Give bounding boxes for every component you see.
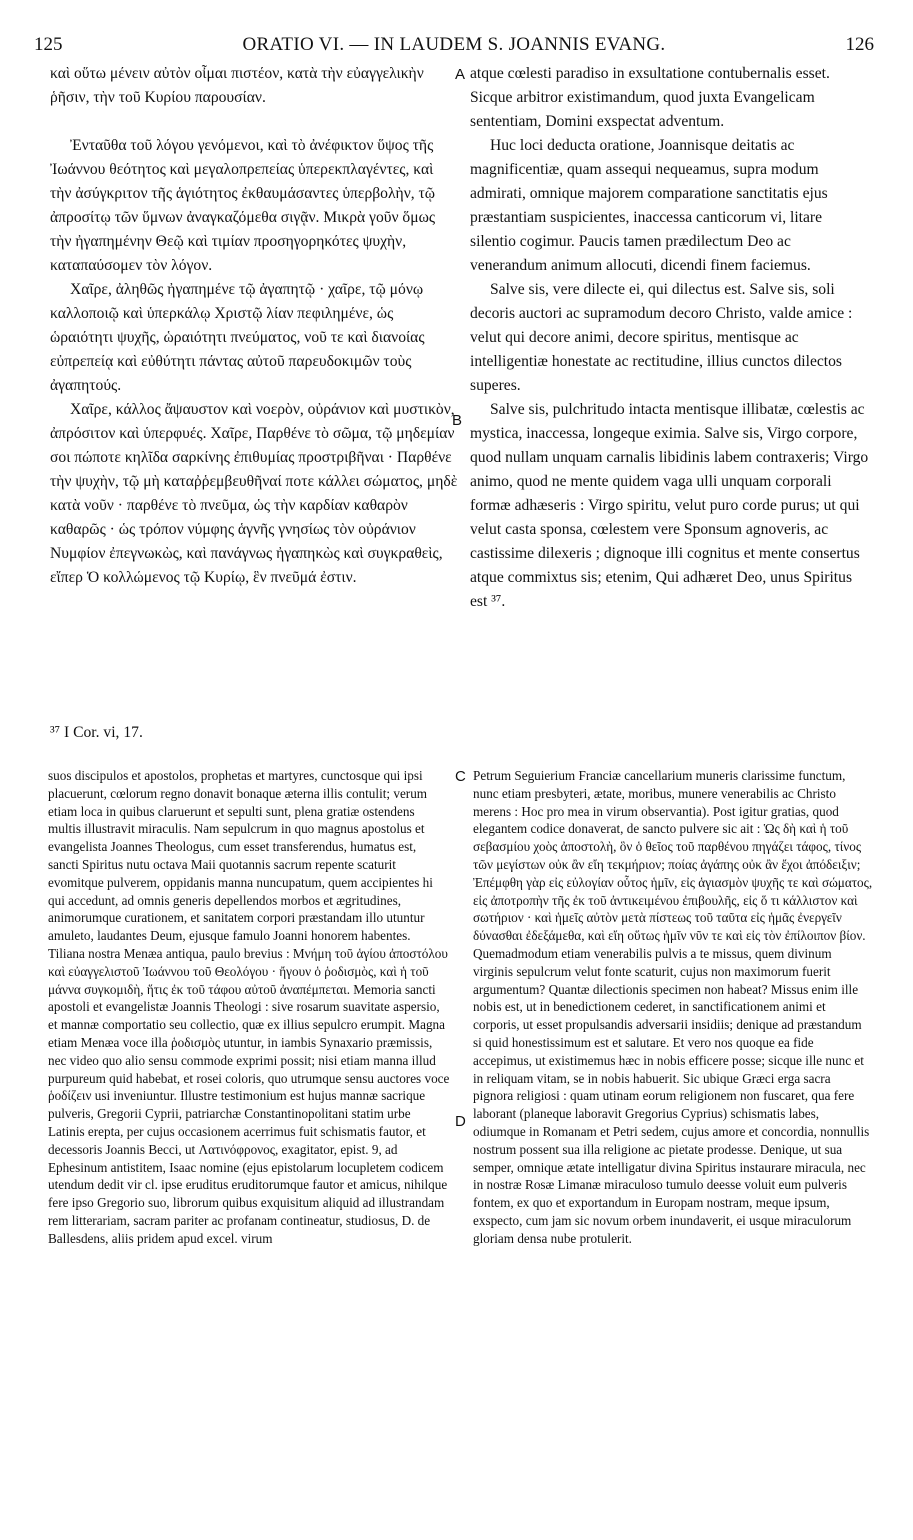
footnote: ³⁷ I Cor. vi, 17. xyxy=(50,724,143,741)
page-number-right: 126 xyxy=(845,34,874,55)
page-number-left: 125 xyxy=(34,34,63,55)
running-title: ORATIO VI. — IN LAUDEM S. JOANNIS EVANG. xyxy=(242,34,666,55)
greek-paragraph: Χαῖρε, ἀληθῶς ἠγαπημένε τῷ ἀγαπητῷ · χαῖρε, τῷ μόνῳ καλλοποιῷ καὶ ὑπερκάλῳ Χριστῷ λίαν πεφιλημένε, ὡς ὡραιότητι ψυχῆς, ὡραιότητι πνεύματος, νοῦ τε καὶ διανοίας εὐπρεπείᾳ καὶ εὐθύτητι πάντας αὐτοῦ παρευδοκιμῶν τοὺς ἀγαπητούς. xyxy=(50,281,425,394)
margin-letter-a: A xyxy=(455,66,466,83)
latin-paragraph: Salve sis, vere dilecte ei, qui dilectus est. Salve sis, soli decoris auctori ac supramodum decoro Christo, valde amice : velut qui decore animi, decore spiritus, mentisque ac intelligentiæ honestate ac rectitudine, illius cunctos dilectos superes. xyxy=(470,281,853,394)
notes-text: suos discipulos et apostolos, prophetas et martyres, cunctosque qui ipsi placuerunt, cœlorum regno donavit bonaque æterna illis contulit; verum etiam loca in quibus claruerunt et sepulti sunt, plena gratiæ ostendens multis illustravit miraculis. Nam sepulcrum in quo magnus apostolus et evangelista Joannes Theologus, cum esset transferendus, humatus est, sancti Spiritus nutu octava Maii quotannis sacrum repente scaturit evomitque pulverem, oppidanis manna nuncupatum, quem accipientes hi qui accedunt, ad omnis generis depellendos morbos et ægritudines, animorumque curationem, et sanitatem corpori præstandam illo utuntur amuleto, laudantes Deum, ejusque famulo Joanni honorem habentes. Tiliana nostra Menæa antiqua, paulo brevius : Μνήμη τοῦ ἁγίου ἀποστόλου καὶ εὐαγγελιστοῦ Ἰωάννου τοῦ Θεολόγου · ἤγουν ὁ ῥοδισμὸς, καὶ ἡ τοῦ μάννα συγκομιδὴ, ἥτις ἐκ τοῦ τάφου αὐτοῦ ἀναπέμπεται. Memoria sancti apostoli et evangelistæ Joannis Theologi : sive rosarum suavitate aspersio, et mannæ comportatio seu collectio, quæ ex illius sepulcro erumpit. Magna etiam Menæa voce illa ῥοδισμὸς utuntur, in iambis Synaxario præmissis, nec video quo alio sensu commode exprimi possit; nisi etiam manna illud purpureum quid habebat, et rosei coloris, quo utrumque sensu auctores voce ῥοδίζειν usi inveniuntur. Illustre testimonium est hujus mannæ sacrique pulveris, Gregorii Cyprii, patriarchæ Constantinopolitani statim urbe Latinis erepta, per cujus occasionem acerrimus fuit schismatis fautor, et decessoris Joannis Becci, ut Λατινόφρονος, exagitator, epist. 9, ad Ephesinum antistitem, Isaac nomine (ejus epistolarum locupletem codicem utendum dedit vir cl. ipse eruditus eruditorumque fautor et amicus, nihilque fere ipso Gregorio suo, librorum quibus exquisitum aliquid ad illustrandam rem litterariam, sacram pariter ac profanam contineatur, studiosus, D. de Ballesdens, aliis pridem apud excel. virum xyxy=(48,768,450,1246)
greek-paragraph: καὶ οὕτω μένειν αὐτὸν οἶμαι πιστέον, κατὰ τὴν εὐαγγελικὴν ῥῆσιν, τὴν τοῦ Κυρίου παρουσίαν. xyxy=(50,65,424,106)
latin-paragraph: Huc loci deducta oratione, Joannisque deitatis ac magnificentiæ, quam assequi nequeamus, supra modum admirati, omnique majorem comparatione sanctitatis ejus præstantiam suspicientes, inaccessa canticorum vi, litare silentio cogimur. Paucis tamen prædilectum Deo ac venerandum animum allocuti, dicendi finem faciemus. xyxy=(470,137,828,274)
greek-paragraph: Ἐνταῦθα τοῦ λόγου γενόμενοι, καὶ τὸ ἀνέφικτον ὕψος τῆς Ἰωάννου θεότητος καὶ μεγαλοπρεπείας ὑπερεκπλαγέντες, καὶ τὴν ἀσύγκριτον τῆς ἁγιότητος ἐκθαυμάσαντες ὑπερβολὴν, τῷ ἀπροσίτῳ τῶν ὕμνων ἀναγκαζόμεθα σιγᾷν. Μικρὰ γοῦν ὅμως τὴν ἠγαπημένην Θεῷ καὶ τιμίαν προσηγορηκότες ψυχὴν, καταπαύσομεν τὸν λόγον. xyxy=(50,137,436,274)
latin-paragraph: Salve sis, pulchritudo intacta mentisque illibatæ, cœlestis ac mystica, inaccessa, longeque eximia. Salve sis, Virgo corpore, quod nullam unquam carnalis libidinis labem contraxeris; Virgo animo, quod ne mente quidem vaga ulli unquam corporali formæ adhæseris : Virgo spiritu, velut puro corde purus; ut qui velut casta sponsa, cœlestem vere Sponsum agnoveris, ac castissime dilexeris ; dignoque illi cognitus et mente consertus atque commixtus sis; etenim, Qui adhæret Deo, unus Spiritus est ³⁷. xyxy=(470,401,869,610)
latin-text-column xyxy=(470,62,870,614)
running-header xyxy=(34,34,874,60)
notes-text: Petrum Seguierium Franciæ cancellarium muneris clarissime functum, nunc etiam presbyteri, ætate, moribus, munere venerabilis ac Christo merens : Hoc pro mea in virum observantia). Post igitur gratias, quod elegantem codice donaverat, de sancto pulvere sic ait : Ὡς δὴ καὶ ἡ τοῦ σεβασμίου χοὸς ἀποστολὴ, ὃν ὁ θεῖος τοῦ παρθένου πηγάζει τάφος, τίνος τῶν μεγίστων οὐκ ἂν εἴη τεκμήριον; ποίας ἀγάπης οὐκ ἂν ἔχοι ἀπόδειξιν; Ἐπέμφθη γὰρ εἰς εὐλογίαν οὗτος ἡμῖν, εἰς ἁγιασμὸν ψυχῆς τε καὶ σώματος, εἰς ἀποτροπὴν τῆς ἐκ τοῦ ἀντικειμένου ἐπιβουλῆς, εἰς ὅ τι κάλλιστον καὶ σωτήριον · καὶ ἡμεῖς αὐτὸν μετὰ πίστεως τοῦ ταῦτα εἰς ἡμᾶς ἐνεργεῖν δύνασθαι ἐδεξάμεθα, καὶ εἴη οὕτως ἡμῖν νῦν τε καὶ εἰς τὸν ἐπίλοιπον βίον. Quemadmodum etiam venerabilis pulvis a te missus, quem divinum virginis sepulcrum velut fonte scaturit, cujus non maximorum fuerit argumentum? Quantæ dilectionis specimen non habeat? Missus enim ille nobis est, ut in benedictionem cederet, in sanctificationem animi et corporis, ut esset propulsandis adversarii insidiis; denique ad præstandum si quid honestissimum est et salutare. Et vero nos quoque ea fide accepimus, ut existimemus hæc in nobis efficere posse; sicque ille nunc et in reliquam vitam, se in nobis habuerit. Sic ubique Græci erga sacra pignora religiosi : quam utinam eorum religionem non fuscaret, qua fere laborant (planeque laboravit Gregorius Cyprius) schismatis labes, odiumque in Romanam et Petri sedem, cujus amore et concordia, nonnullis nostrum possent sua illa religione ac pietate prodesse. Denique, ut sua semper, omnique ætate intelligatur divina Spiritus instaurare miracula, nec in nostræ Rosæ Limanæ miraculoso tumulo deesse voluit eum pulveris fontem, ex quo et exportandum in Europam nostram, meque ipsum, exspecto, cum jam sic novum orbem inundaverit, ei usque miraculorum gloriam densa nube protulerit. xyxy=(473,768,873,1246)
margin-letter-c: C xyxy=(455,768,466,785)
margin-letter-b: B xyxy=(452,412,463,429)
greek-paragraph: Χαῖρε, κάλλος ἄψαυστον καὶ νοερὸν, οὐράνιον καὶ μυστικὸν, ἀπρόσιτον καὶ ὑπερφυές. Χαῖρε, Παρθένε τὸ σῶμα, τῷ μηδεμίαν σοι πώποτε κηλῖδα σαρκίνης ἐπιθυμίας προστριβῆναι · Παρθένε τὴν ψυχὴν, τῷ μὴ καταῤῥεμβευθῆναί ποτε κάλλει σώματος, μηδὲ κατὰ νοῦν · παρθένε τὸ πνεῦμα, ὡς τὴν καρδίαν καθαρὸν καθαρῶς · ὡς τρόπον νύμφης ἁγνῆς γνησίως τὸν οὐράνιον Νυμφίον ἐπεγνωκὼς, καὶ πανάγνως ἠγαπηκὼς καὶ συγκραθεὶς, εἴπερ Ὁ κολλώμενος τῷ Κυρίῳ, ἓν πνεῦμά ἐστιν. xyxy=(50,401,458,586)
margin-letter-d: D xyxy=(455,1113,466,1130)
notes-column-left xyxy=(48,767,450,1248)
latin-paragraph: atque cœlesti paradiso in exsultatione contubernalis esset. Sicque arbitror existimandum, quod juxta Evangelicam sententiam, Domini exspectat adventum. xyxy=(470,65,830,130)
notes-column-right xyxy=(473,767,873,1248)
greek-text-column xyxy=(50,62,458,590)
